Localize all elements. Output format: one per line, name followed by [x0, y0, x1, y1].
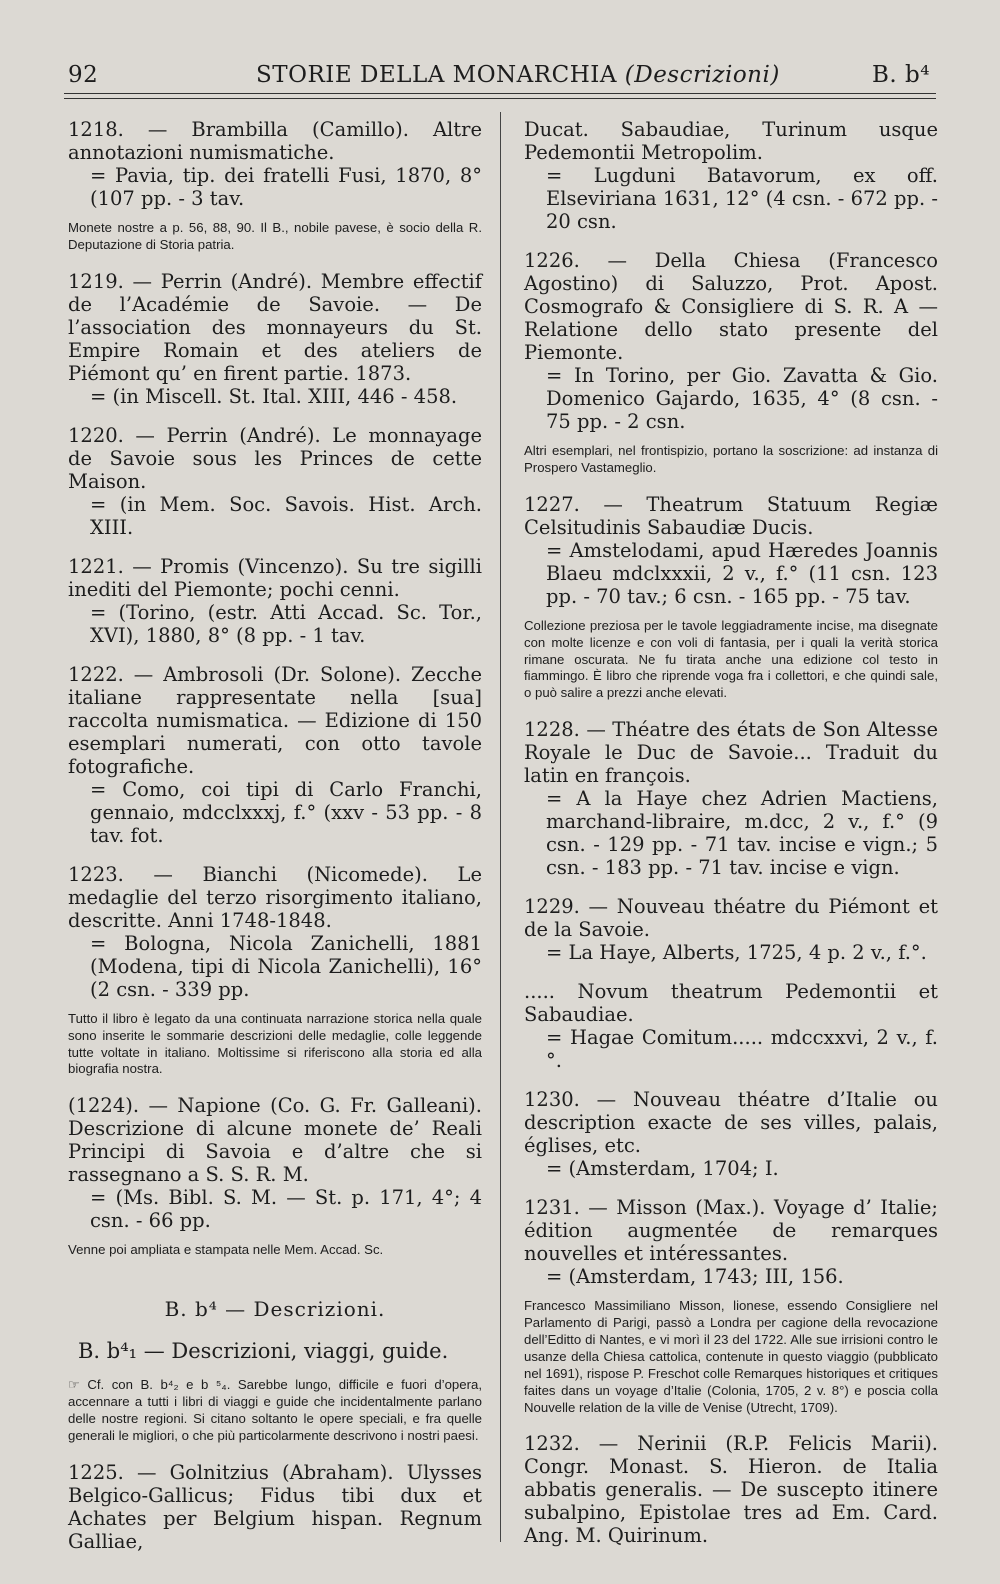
- entry-1220: [68, 424, 482, 539]
- entry-1225-continued: [524, 118, 938, 233]
- header-rule-thin: [64, 98, 936, 99]
- entry-note: Tutto il libro è legato da una continuata narrazione storica nella quale sono inserite le sommarie descrizioni delle medaglie, colle leggende tutte voltate in italiano. Moltissime si riferiscono alla storia ed alla biografia nostra.: [68, 1010, 482, 1077]
- entry-heading: 1228. — Théatre des états de Son Altesse Royale le Duc de Savoie... Traduit du latin en françois.: [524, 718, 938, 788]
- entry-heading: 1230. — Nouveau théatre d’Italie ou description exacte de ses villes, palais, églises, etc.: [524, 1088, 938, 1158]
- header-rule: [64, 93, 936, 94]
- entry-heading: 1225. — Golnitzius (Abraham). Ulysses Belgico-Gallicus; Fidus tibi dux et Achates per Belgium hispan. Regnum Galliae,: [68, 1460, 482, 1553]
- entry-imprint: = In Torino, per Gio. Zavatta & Gio. Domenico Gajardo, 1635, 4° (8 csn. - 75 pp. - 2 csn.: [546, 364, 938, 433]
- section-code: B. b⁴: [872, 62, 930, 88]
- entry-1218: [68, 118, 482, 210]
- entry-imprint: = (Torino, (estr. Atti Accad. Sc. Tor., XVI), 1880, 8° (8 pp. - 1 tav.: [90, 600, 482, 647]
- entry-imprint: = Pavia, tip. dei fratelli Fusi, 1870, 8° (107 pp. - 3 tav.: [90, 164, 482, 210]
- section-title: B. b⁴ — Descrizioni.: [164, 1297, 386, 1322]
- entry-1223: [68, 863, 482, 1001]
- entry-text: Ducat. Sabaudiae, Turinum usque Pedemontii Metropolim.: [524, 118, 938, 164]
- entry-1232: [524, 1432, 938, 1547]
- entry-1227: [524, 493, 938, 608]
- entry-heading: 1226. — Della Chiesa (Francesco Agostino) di Saluzzo, Prot. Apost. Cosmografo & Consigliere di S. R. A — Relatione dello stato presente del Piemonte.: [524, 249, 938, 364]
- entry-heading: 1219. — Perrin (André). Membre effectif de l’Académie de Savoie. — De l’association des monnayeurs du St. Empire Romain et des ateliers de Piémont qu’ en firent partie. 1873.: [68, 269, 482, 385]
- entry-1226: [524, 249, 938, 433]
- entry-note: Venne poi ampliata e stampata nelle Mem. Accad. Sc.: [68, 1242, 384, 1258]
- entry-1222: [68, 663, 482, 847]
- entry-heading: (1224). — Napione (Co. G. Fr. Galleani). Descrizione di alcune monete de’ Reali Principi di Savoia e d’altre che si rassegnano a S. S. R. M.: [68, 1094, 482, 1187]
- entry-heading: 1218. — Brambilla (Camillo). Altre annotazioni numismatiche.: [68, 118, 482, 164]
- entry-heading: ..... Novum theatrum Pedemontii et Sabaudiae.: [524, 980, 938, 1027]
- entry-heading: 1221. — Promis (Vincenzo). Su tre sigilli inediti del Piemonte; pochi cenni.: [68, 554, 482, 601]
- entry-heading: 1229. — Nouveau théatre du Piémont et de la Savoie.: [524, 895, 938, 942]
- entry-heading: 1222. — Ambrosoli (Dr. Solone). Zecche italiane rappresentate nella [sua] raccolta numismatica. — Edizione di 150 esemplari numerati, con otto tavole fotografiche.: [68, 662, 482, 778]
- entry-heading: 1220. — Perrin (André). Le monnayage de Savoie sous les Princes de cette Maison.: [68, 423, 482, 493]
- entry-heading: 1227. — Theatrum Statuum Regiæ Celsitudinis Sabaudiæ Ducis.: [524, 492, 938, 539]
- entry-1231: [524, 1196, 938, 1288]
- entry-1219: [68, 270, 482, 408]
- running-title-main: STORIE DELLA MONARCHIA: [256, 62, 617, 88]
- entry-imprint: = A la Haye chez Adrien Mactiens, marchand-libraire, m.dcc, 2 v., f.° (9 csn. - 129 pp. - 71 tav. incise e vign.; 5 csn. - 183 pp. - 71 tav. incise e vign.: [546, 787, 938, 880]
- entry-imprint: = La Haye, Alberts, 1725, 4 p. 2 v., f.°.: [546, 941, 927, 965]
- entry-1229: [524, 895, 938, 964]
- entry-heading: 1223. — Bianchi (Nicomede). Le medaglie del terzo risorgimento italiano, descritte. Anni 1748-1848.: [68, 862, 482, 932]
- entry-heading: 1232. — Nerinii (R.P. Felicis Marii). Congr. Monast. S. Hieron. de Italia abbatis generalis. — De suscepto itinere subalpino, Epistolae tres ad Em. Card. Ang. M. Quirinum.: [524, 1432, 938, 1548]
- entry-imprint: = (in Miscell. St. Ital. XIII, 446 - 458.: [90, 384, 458, 408]
- entry-1228: [524, 718, 938, 879]
- entry-imprint: = (Amsterdam, 1704; I.: [546, 1157, 779, 1181]
- entry-imprint: = (in Mem. Soc. Savois. Hist. Arch. XIII.: [90, 492, 482, 539]
- right-column: [524, 118, 938, 1563]
- entry-note: Altri esemplari, nel frontispizio, portano la soscrizione: ad instanza di Prospero Vastameglio.: [524, 443, 938, 475]
- entry-imprint: = Como, coi tipi di Carlo Franchi, gennaio, mdcclxxxj, f.° (xxv - 53 pp. - 8 tav. fot.: [90, 777, 482, 847]
- page-number: 92: [68, 62, 99, 88]
- entry-note: Monete nostre a p. 56, 88, 90. Il B., nobile pavese, è socio della R. Deputazione di Storia patria.: [68, 220, 482, 252]
- subsection-title: B. b⁴₁ — Descrizioni, viaggi, guide.: [78, 1339, 449, 1364]
- entry-imprint: = Amstelodami, apud Hæredes Joannis Blaeu mdclxxxii, 2 v., f.° (11 csn. 123 pp. - 70 tav.; 6 csn. - 165 pp. - 75 tav.: [546, 538, 938, 608]
- crossref-note: ☞ Cf. con B. b⁴₂ e b ⁵₄. Sarebbe lungo, difficile e fuori d’opera, accennare a tutti i libri di viaggi e guide che incidentalmente parlano delle nostre regioni. Si citano soltanto le opere speciali, e fra quelle generali le migliori, o che più particolarmente descrivono i nostri paesi.: [68, 1377, 482, 1443]
- running-title: [256, 62, 780, 88]
- entry-1229-variant: [524, 980, 938, 1072]
- entry-1224: [68, 1094, 482, 1232]
- entry-1221: [68, 555, 482, 647]
- entry-imprint: = (Ms. Bibl. S. M. — St. p. 171, 4°; 4 csn. - 66 pp.: [90, 1186, 482, 1233]
- running-header: [64, 58, 936, 92]
- entry-imprint: = Hagae Comitum..... mdccxxvi, 2 v., f.°.: [546, 1026, 938, 1073]
- entry-imprint: = (Amsterdam, 1743; III, 156.: [546, 1265, 844, 1289]
- entry-1225: [68, 1461, 482, 1553]
- entry-heading: 1231. — Misson (Max.). Voyage d’ Italie; édition augmentée de remarques nouvelles et intéressantes.: [524, 1196, 938, 1266]
- entry-note: Francesco Massimiliano Misson, lionese, essendo Consigliere nel Parlamento di Parigi, passò a Londra per cagione della revocazione dell’Editto di Nantes, e vi morì il 23 del 1722. Alle sue irrisioni contro le usanze della Chiesa cattolica, contenute in questo viaggio (pubblicato nel 1691), rispose P. Freschot colle Remarques historiques et critiques faites dans un voyage d’Italie (Colonia, 1705, 2 v. 8°) e poscia colla Nouvelle relation de la ville de Venise (Utrecht, 1709).: [524, 1298, 938, 1415]
- entry-imprint: = Bologna, Nicola Zanichelli, 1881 (Modena, tipi di Nicola Zanichelli), 16° (2 csn. - 339 pp.: [90, 931, 482, 1001]
- column-divider: [500, 112, 501, 1542]
- entry-1230: [524, 1088, 938, 1180]
- running-title-italic: (Descrizioni): [624, 62, 780, 88]
- entry-imprint: = Lugduni Batavorum, ex off. Elseviriana 1631, 12° (4 csn. - 672 pp. - 20 csn.: [546, 164, 938, 233]
- left-column: [68, 118, 482, 1569]
- entry-note: Collezione preziosa per le tavole leggiadramente incise, ma disegnate con molte licenze e con voli di fantasia, per i quali la verità storica rimane oscurata. Ne fu tirata anche una edizione col testo in fiammingo. È libro che riprende voga fra i collettori, e che quindi sale, o può salire a prezzi anche elevati.: [524, 617, 938, 701]
